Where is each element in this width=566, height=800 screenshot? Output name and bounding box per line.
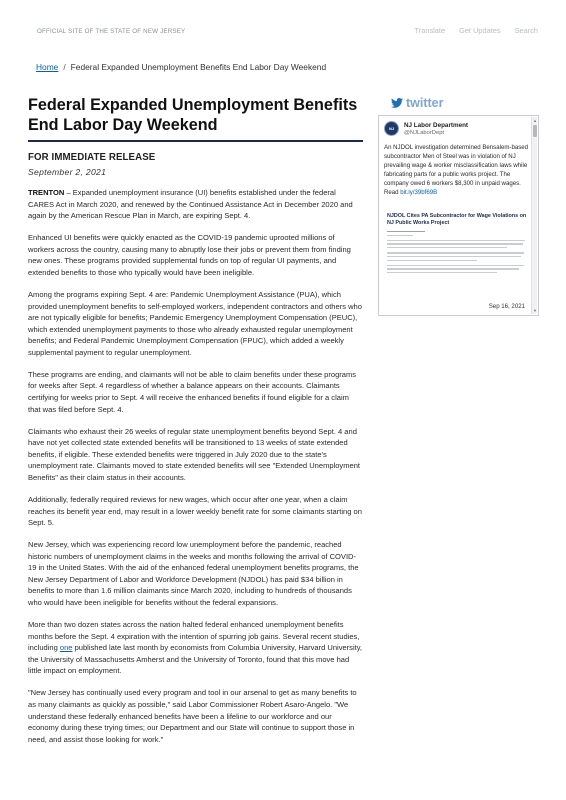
tweet-image-card[interactable] bbox=[387, 213, 529, 275]
card-text-line bbox=[387, 243, 523, 244]
breadcrumb-separator: / bbox=[63, 62, 66, 72]
card-text-line bbox=[387, 231, 425, 232]
paragraph-3: Among the programs expiring Sept. 4 are: Pandemic Unemployment Assistance (PUA), which provided unemployment benefits to self-employed workers, independent contractors and others who are not typically eligible for benefits; Pandemic Emergency Unemployment Compensation (PEUC), which extended unemployment payments to those who already exhausted regular unemployment benefits; and Federal Pandemic Unemployment Compensation (FPUC), which added a weekly supplemental payment to regular unemployment. bbox=[28, 290, 362, 357]
scroll-thumb[interactable] bbox=[533, 125, 537, 137]
card-text-line bbox=[387, 260, 477, 261]
page-title: Federal Expanded Unemployment Benefits End Labor Day Weekend bbox=[28, 96, 358, 134]
account-handle[interactable]: @NJLaborDept bbox=[404, 129, 445, 136]
twitter-bird-icon bbox=[391, 98, 403, 108]
card-text-line bbox=[387, 272, 497, 273]
official-site-label: OFFICIAL SITE OF THE STATE OF NEW JERSEY bbox=[37, 28, 186, 35]
title-divider bbox=[28, 140, 363, 142]
card-text-line bbox=[387, 265, 524, 266]
tweet-text bbox=[384, 143, 530, 198]
paragraph-4: These programs are ending, and claimants will not be able to claim benefits under these programs for weeks after Sept. 4 regardless of whether a balance appears on their accounts. Claimants certifying for weeks prior to Sept. 4 will receive the enhanced benefits if found eligible for a claim that was filed before Sept. 4. bbox=[28, 369, 357, 414]
card-text-line bbox=[387, 268, 519, 269]
translate-link[interactable]: Translate bbox=[414, 26, 446, 35]
release-date: September 2, 2021 bbox=[28, 167, 107, 177]
card-text-line bbox=[387, 252, 524, 253]
account-name[interactable]: NJ Labor Department bbox=[404, 121, 469, 129]
card-text-line bbox=[387, 256, 521, 257]
dateline: TRENTON bbox=[28, 188, 65, 197]
breadcrumb bbox=[36, 62, 326, 72]
card-text-line bbox=[387, 240, 525, 241]
paragraph-7: New Jersey, which was experiencing record low unemployment before the pandemic, reached historic numbers of unemployment claims in the weeks and months following the arrival of COVID-19 in the United States. With the aid of the enhanced federal unemployment benefits programs, the New Jersey Department of Labor and Workforce Development (NJDOL) has paid $34 billion in benefits to more than 1.6 million claimants since March 2020, including to hundreds of thousands who would have been ineligible for benefits without the federal expansions. bbox=[28, 540, 359, 607]
scroll-up-icon[interactable]: ▲ bbox=[533, 118, 537, 123]
tweet-card-title: NJDOL Cites PA Subcontractor for Wage Violations on NJ Public Works Project bbox=[387, 213, 527, 226]
top-bar bbox=[0, 0, 566, 64]
paragraph-6: Additionally, federally required reviews for new wages, which occur after one year, when a claim reaches its benefit year end, may result in a lower weekly benefit rate for some claimants starting on Sept. 5. bbox=[28, 495, 362, 528]
paragraph-9: "New Jersey has continually used every program and tool in our arsenal to get as many benefits to as many claimants as quickly as possible," said Labor Commissioner Robert Asaro-Angelo. "We understand these federally enhanced benefits have been a lifeline to our workforce and our economy during these trying times; our Department and our State will continue to support those in need, and assist those looking for work." bbox=[28, 688, 357, 744]
tweet-header bbox=[384, 121, 468, 136]
tweet-link[interactable]: bit.ly/39bf69B bbox=[400, 189, 438, 197]
tweet-body: An NJDOL investigation determined Bensalem-based subcontractor Men of Steel was in violation of NJ prevailing wage & worker misclassification laws while fabricating parts for a public works project. The company owed 6 workers $8,300 in unpaid wages. Read bbox=[384, 144, 529, 197]
get-updates-link[interactable]: Get Updates bbox=[459, 26, 501, 35]
nj-labor-avatar[interactable]: NJ bbox=[384, 121, 399, 136]
twitter-label: twitter bbox=[406, 96, 444, 110]
card-text-line bbox=[387, 235, 413, 236]
twitter-heading[interactable] bbox=[391, 96, 444, 110]
widget-scrollbar[interactable] bbox=[531, 117, 537, 314]
breadcrumb-home-link[interactable]: Home bbox=[36, 62, 59, 72]
press-release-article bbox=[28, 96, 363, 745]
scroll-down-icon[interactable]: ▼ bbox=[533, 308, 537, 313]
paragraph-8-text-b: published late last month by economists from Columbia University, Harvard University, the University of Massachusetts Amherst and the University of Toronto, found that this move had little impact on employment. bbox=[28, 643, 363, 676]
paragraph-8 bbox=[28, 619, 363, 677]
paragraph-1 bbox=[28, 187, 363, 222]
paragraph-1-text: – Expanded unemployment insurance (UI) benefits established under the federal CARES Act in March 2020, and renewed by the Continued Assistance Act in December 2020 and again by the American Rescue Plan in March, are expiring Sept. 4. bbox=[28, 188, 353, 221]
study-link[interactable]: one bbox=[59, 643, 73, 653]
card-text-line bbox=[387, 247, 507, 248]
paragraph-8-text-a: More than two dozen states across the nation halted federal enhanced unemployment benefits months before the Sept. 4 expiration with the intention of spurring job gains. Several recent studies, including bbox=[28, 620, 360, 653]
top-nav bbox=[415, 26, 538, 35]
search-link[interactable]: Search bbox=[514, 26, 538, 35]
paragraph-5: Claimants who exhaust their 26 weeks of regular state unemployment benefits beyond Sept. 4 and have not yet collected state extended benefits will be transitioned to 13 weeks of state extended benefits, if eligible. These extended benefits were triggered in July 2020 due to the state's unemployment rate. Claimants moved to state extended benefits will see "Extended Unemployment Benefits" as their claim status in their accounts. bbox=[28, 426, 360, 482]
release-label: FOR IMMEDIATE RELEASE bbox=[28, 152, 156, 163]
breadcrumb-current: Federal Expanded Unemployment Benefits End Labor Day Weekend bbox=[70, 62, 327, 72]
paragraph-2: Enhanced UI benefits were quickly enacted as the COVID-19 pandemic uprooted millions of workers across the country, causing many to abruptly lose their jobs or prevent them from finding new ones. These programs provided supplemental funds on top of regular UI payments, and extended benefits to those who typically would have been ineligible. bbox=[28, 233, 351, 277]
tweet-date[interactable]: Sep 16, 2021 bbox=[488, 303, 525, 310]
twitter-timeline-widget[interactable] bbox=[378, 115, 539, 316]
